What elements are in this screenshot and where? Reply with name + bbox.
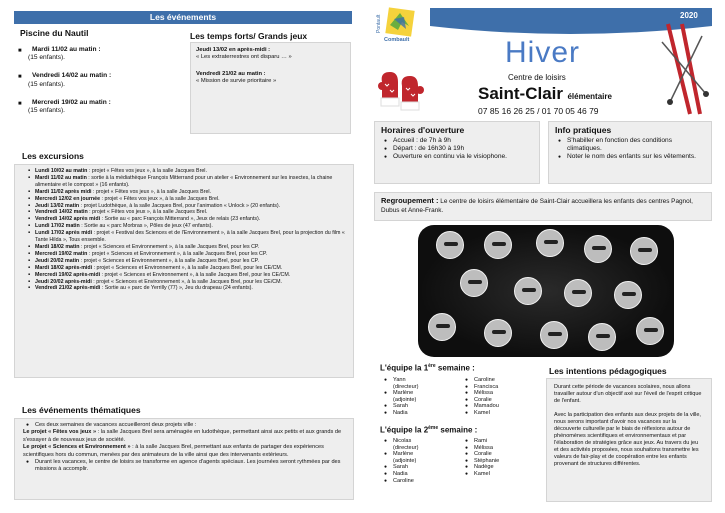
centre-subtitle: Centre de loisirs	[508, 73, 566, 82]
infos-item: ● S'habiller en fonction des conditions climatiques.	[567, 137, 705, 153]
season-title: Hiver	[505, 36, 581, 69]
team1-list-left	[393, 377, 448, 417]
team1-list-right	[474, 377, 529, 417]
horaires-item: ● Accueil : de 7h à 9h	[393, 137, 533, 145]
team-member-photo	[536, 229, 564, 257]
excursions-title: Les excursions	[22, 151, 84, 161]
team-member-photo	[484, 319, 512, 347]
excursion-item: ▪ Vendredi 14/02 après midi : Sortie au « parc François Mitterrand », Jeux de relais (23 enfants).	[35, 216, 347, 223]
team-member-name: ● Yann	[393, 377, 448, 384]
team2-title: L'équipe la 2ème semaine :	[380, 425, 478, 435]
pedagogie-box	[546, 378, 712, 502]
events-header: Les événements	[14, 11, 352, 24]
thematiques-title: Les événements thématiques	[22, 405, 141, 415]
team-member-name: ● Marlène	[393, 390, 448, 397]
excursions-box	[14, 164, 354, 378]
year-label: 2020	[680, 11, 698, 20]
team-member-name: ● Sarah	[393, 464, 448, 471]
skis-icon	[660, 22, 710, 118]
excursion-item: ▪ Lundi 10/02 au matin : projet « Fêtes vos jeux », à la salle Jacques Brel.	[35, 168, 347, 175]
team-member-photo	[484, 231, 512, 259]
team-member-photo	[436, 231, 464, 259]
team-member-name: ● Mamadou	[474, 403, 529, 410]
temps-fort-text: « Les extraterrestres ont disparu … »	[196, 54, 292, 61]
team-member-name: ● Francisca	[474, 384, 529, 391]
excursion-item: ▪ Vendredi 14/02 matin : projet « Fêtes vos jeux », à la salle Jacques Brel.	[35, 209, 347, 216]
team-member-name: ● Nicolas	[393, 438, 448, 445]
excursion-item: ▪ Vendredi 21/02 après-midi : Sortie au « parc de Yerrilly (77) », Jeu du drapeau (24 enfants).	[35, 285, 347, 292]
team-member-name: ● Marlène	[393, 451, 448, 458]
pedagogie-p2: Avec la participation des enfants aux deux projets de la ville, nous serons important d'avoir nos vacances sur la découverte culturelle par le biais de réflexions autour de phénomènes scientifiques et environnementaux et par l'élaboration de stratégies grâce aux jeux. Au travers du jeu et des activités proposées, nous souhaitons transmettre les valeurs de fair-play et de coopération entre les enfants provenant de structures différentes.	[554, 412, 701, 467]
team-member-role: (adjointe)	[393, 396, 417, 403]
thematiques-outro: ● Durant les vacances, le centre de loisirs se transforme en agence d'agents spéciaux. Les journées seront rythmées par des missions à accomplir.	[35, 459, 347, 474]
team-member-photo	[630, 237, 658, 265]
pedagogie-p1: Durant cette période de vacances scolaires, nous allons travailler autour d'un objectif axé sur l'éveil de l'esprit critique de l'enfant.	[554, 384, 702, 404]
nautil-item: Vendredi 14/02 au matin : (15 enfants).	[28, 72, 112, 88]
team-member-name: ● Coralie	[474, 451, 529, 458]
excursion-item: ▪ Mardi 18/02 après-midi : projet « Sciences et Environnement », à la salle Jacques Brel, pour les CE/CM.	[35, 265, 347, 272]
team-member-photo	[588, 323, 616, 351]
temps-forts-title: Les temps forts/ Grands jeux	[190, 31, 308, 41]
team-member-photo	[460, 269, 488, 297]
temps-fort-head: Jeudi 13/02 en après-midi :	[196, 47, 271, 53]
team-member-name: ● Stéphanie	[474, 458, 529, 465]
svg-text:Pontault: Pontault	[376, 14, 382, 33]
nautil-item: Mercredi 19/02 au matin : (15 enfants).	[28, 98, 111, 115]
pedagogie-title: Les intentions pédagogiques	[549, 366, 667, 376]
team-member-photo	[636, 317, 664, 345]
team-member-name: ● Coralie	[474, 397, 529, 404]
team2-list-right	[474, 438, 529, 478]
thematiques-p2: Le projet « Sciences et Environnement » : à la salle Jacques Brel, permettant aux enfants de partager des expériences scientifiques hors du commun, menées par des animateurs de la ville ainsi que des intervenants extérieurs.	[23, 444, 324, 458]
excursion-item: ▪ Mercredi 12/02 en journée : projet « Fêtes vos jeux », à la salle Jacques Brel.	[35, 196, 347, 203]
team-member-name: ● Nadia	[393, 471, 448, 478]
mittens-icon	[376, 70, 426, 116]
team-photo	[418, 225, 674, 357]
horaires-item: ● Ouverture en continu via le visiophone.	[393, 153, 533, 161]
excursion-item: ▪ Lundi 17/02 matin : Sortie au « parc Morbras », Pôles de jeux (47 enfants).	[35, 223, 347, 230]
temps-fort-text: « Mission de survie prioritaire »	[196, 78, 277, 85]
team-member-name: ● Nadia	[393, 410, 448, 417]
excursion-item: ▪ Jeudi 20/02 matin : projet « Sciences et Environnement », à la salle Jacques Brel, pour les CP.	[35, 258, 347, 265]
horaires-title: Horaires d'ouverture	[381, 125, 465, 135]
city-logo	[376, 7, 424, 47]
infos-title: Info pratiques	[555, 125, 612, 135]
excursion-item: ▪ Mardi 11/02 au matin : sortie à la médiathèque François Mitterrand pour un atelier « Environnement sur les insectes, la chaine alimentaire et le compost » (16 enfants).	[35, 175, 347, 189]
thematiques-p1: Le projet « Fêtes vos jeux » : la salle Jacques Brel sera aménagée en ludothèque, permettant ainsi aux petits et aux grands de s'essayer à de nouveaux jeux de société.	[23, 429, 342, 443]
team-member-name: ● Mélissa	[474, 445, 529, 452]
team-member-name: ● Caroline	[393, 478, 448, 485]
temps-forts-box	[190, 42, 351, 134]
team-member-photo	[614, 281, 642, 309]
excursion-item: ▪ Jeudi 13/02 matin : projet Ludothèque, à la salle Jacques Brel, pour l'animation « Unlock » (20 enfants).	[35, 203, 347, 210]
nautil-section	[20, 28, 180, 115]
team-member-photo	[428, 313, 456, 341]
team-member-name: ● Mélissa	[474, 390, 529, 397]
excursion-item: ▪ Mardi 11/02 après midi : projet « Fêtes vos jeux », à la salle Jacques Brel.	[35, 189, 347, 196]
team-member-photo	[584, 235, 612, 263]
phone-numbers: 07 85 16 26 25 / 01 70 05 46 79	[478, 106, 599, 116]
team-member-photo	[564, 279, 592, 307]
team-member-name: ● Caroline	[474, 377, 529, 384]
nautil-title: Piscine du Nautil	[20, 28, 89, 38]
infos-box	[548, 121, 712, 184]
excursion-item: ▪ Mercredi 19/02 matin : projet « Sciences et Environnement », à la salle Jacques Brel, pour les CP.	[35, 251, 347, 258]
team-member-photo	[514, 277, 542, 305]
excursion-item: ▪ Lundi 17/02 après midi : projet « Festival des Sciences et de l'Environnement », à la salle Jacques Brel, pour la projection du film « Tante Hilda », Tous ensemble.	[35, 230, 347, 244]
team-member-role: (adjointe)	[393, 457, 417, 464]
team-member-name: ● Nadège	[474, 464, 529, 471]
thematiques-intro: ● Ces deux semaines de vacances accueilleront deux projets ville :	[35, 422, 347, 429]
team-member-name: ● Kamel	[474, 410, 529, 417]
team-member-photo	[540, 321, 568, 349]
team-member-name: ● Kamel	[474, 471, 529, 478]
school-name: Saint-Clair élémentaire	[478, 84, 612, 103]
thematiques-box	[14, 418, 354, 500]
logo-text: Combault	[384, 37, 410, 43]
team-member-role: (directeur)	[393, 383, 419, 390]
infos-item: ● Noter le nom des enfants sur les vêtements.	[567, 153, 705, 161]
excursion-item: ▪ Jeudi 20/02 après-midi : projet « Sciences et Environnement », à la salle Jacques Brel, pour les CE/CM.	[35, 279, 347, 286]
horaires-box	[374, 121, 540, 184]
excursion-item: ▪ Mercredi 19/02 après-midi : projet « Sciences et Environnement », à la salle Jacques Brel, pour les CE/CM.	[35, 272, 347, 279]
team-member-name: ● Rami	[474, 438, 529, 445]
regroupement-box: Regroupement : Le centre de loisirs élémentaire de Saint-Clair accueillera les enfants des centres Pagnol, Dubus et Anne-Frank.	[374, 192, 712, 221]
horaires-item: ● Départ : de 16h30 à 19h	[393, 145, 533, 153]
nautil-item: Mardi 11/02 au matin : (15 enfants).	[28, 46, 101, 62]
team1-title: L'équipe la 1ère semaine :	[380, 363, 475, 373]
excursion-item: ▪ Mardi 18/02 matin : projet « Sciences et Environnement », à la salle Jacques Brel, pour les CP.	[35, 244, 347, 251]
team-member-name: ● Sarah	[393, 403, 448, 410]
team-member-role: (directeur)	[393, 444, 419, 451]
temps-fort-head: Vendredi 21/02 au matin :	[196, 70, 266, 77]
team2-list-left	[393, 438, 448, 484]
